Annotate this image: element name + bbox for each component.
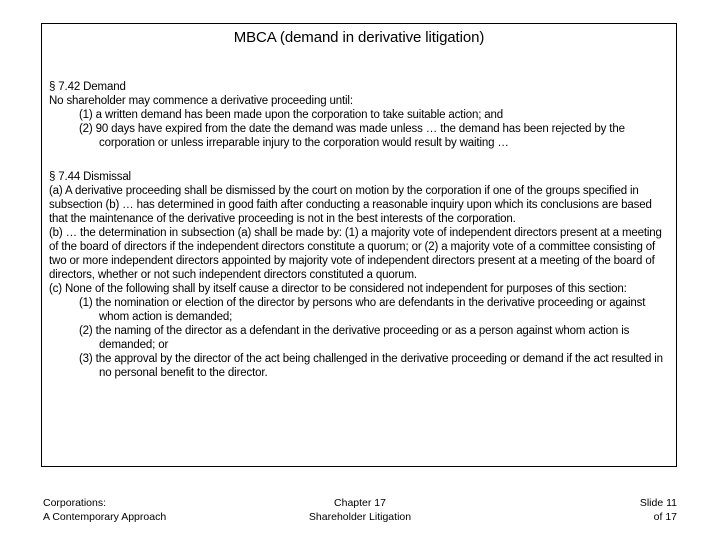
- section-744-c-item-3: (3) the approval by the director of the act being challenged in the derivative proceeding or demand if the act resulted in no personal benefit to the director.: [79, 353, 663, 379]
- section-744-heading: § 7.44 Dismissal: [49, 171, 131, 183]
- footer-chapter: [260, 496, 460, 524]
- section-742-heading: § 7.42 Demand: [49, 81, 126, 93]
- section-742-item-2: (2) 90 days have expired from the date the demand was made unless … the demand has been rejected by the corporation or unless irreparable injury to the corporation would result by waiting …: [79, 123, 625, 149]
- footer-center-line-2: Shareholder Litigation: [308, 511, 412, 523]
- footer-center-line-1: Chapter 17: [334, 497, 386, 509]
- footer-right-line-1: Slide 11: [639, 497, 677, 509]
- footer-left-line-1: Corporations:: [43, 497, 107, 509]
- footer-slide-number: [640, 496, 677, 524]
- section-744-c-item-1: (1) the nomination or election of the director by persons who are defendants in the derivative proceeding or against whom action is demanded;: [79, 297, 646, 323]
- content-box: [41, 23, 677, 467]
- footer-left-line-2: A Contemporary Approach: [43, 511, 167, 523]
- section-742-intro: No shareholder may commence a derivative proceeding until:: [49, 95, 353, 107]
- section-744-c: (c) None of the following shall by itself cause a director to be considered not independent for purposes of this section:: [49, 283, 627, 295]
- footer-book-title: [43, 496, 166, 524]
- slide-title: MBCA (demand in derivative litigation): [233, 29, 485, 46]
- footer-right-line-2: of 17: [653, 511, 677, 523]
- section-744-b: (b) … the determination in subsection (a) shall be made by: (1) a majority vote of independent directors present at a meeting of the board of directors if the independent directors constitute a quorum; or (2) a majority vote of a committee consisting of two or more independent directors appointed by majority vote of independent directors present at a meeting of the board of directors, whether or not such independent directors constituted a quorum.: [49, 227, 662, 281]
- section-742-item-1: (1) a written demand has been made upon the corporation to take suitable action; and: [79, 109, 504, 121]
- section-744-a: (a) A derivative proceeding shall be dismissed by the court on motion by the corporation if one of the groups specified in subsection (b) … has determined in good faith after conducting a reasonable inquiry upon which its conclusions are based that the maintenance of the derivative proceeding is not in the best interests of the corporation.: [49, 185, 652, 225]
- slide-body: [49, 80, 669, 380]
- section-744-c-item-2: (2) the naming of the director as a defendant in the derivative proceeding or as a person against whom action is demanded; or: [79, 325, 630, 351]
- spacer: [49, 150, 669, 170]
